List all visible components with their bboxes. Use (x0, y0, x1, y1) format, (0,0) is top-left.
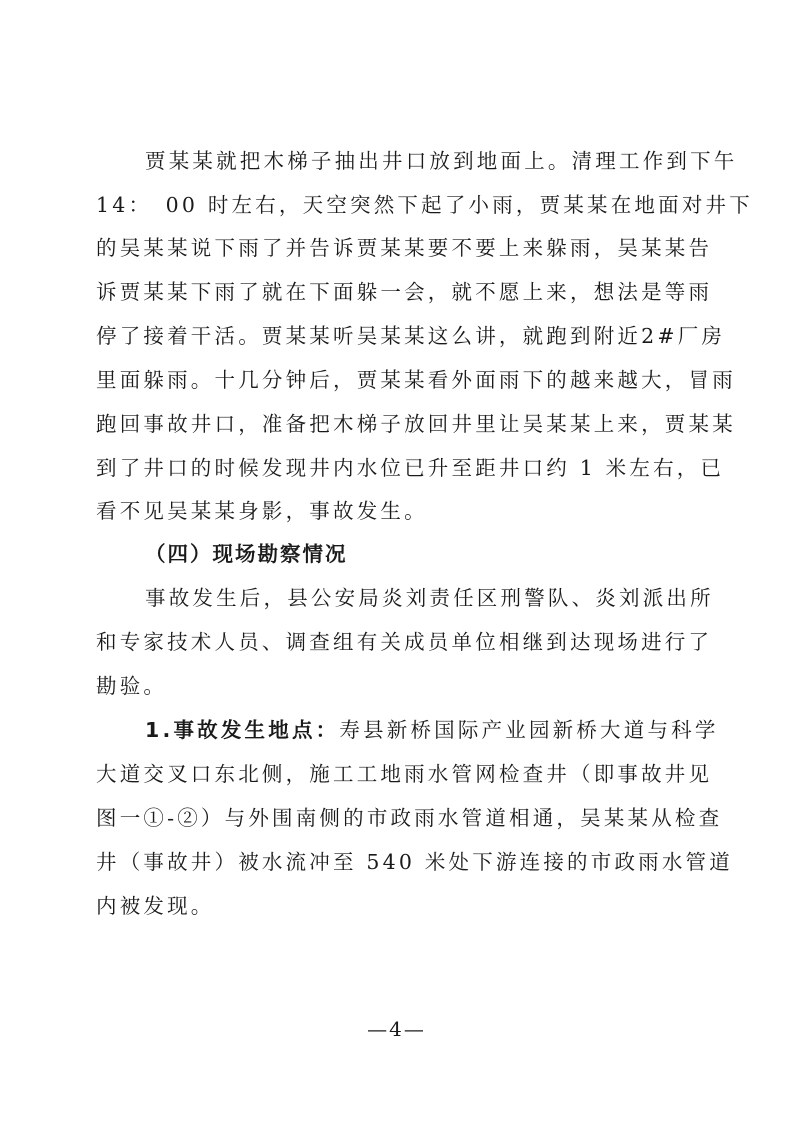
paragraph-line: 内被发现。 (96, 894, 215, 918)
paragraph-line: 勘验。 (96, 674, 168, 698)
paragraph-line (145, 716, 745, 744)
item-text: 寿县新桥国际产业园新桥大道与科学 (339, 718, 719, 742)
paragraph-line: 的吴某某说下雨了并告诉贾某某要不要上来躲雨，吴某某告 (96, 236, 713, 260)
paragraph-line: 看不见吴某某身影，事故发生。 (96, 499, 428, 523)
paragraph-line: 诉贾某某下雨了就在下面躲一会，就不愿上来，想法是等雨 (96, 280, 713, 304)
section-heading: （四）现场勘察情况 (145, 542, 348, 566)
paragraph-line: 大道交叉口东北侧，施工工地雨水管网检查井（即事故井见 (96, 762, 713, 786)
paragraph-line: 事故发生后，县公安局炎刘责任区刑警队、炎刘派出所 (145, 586, 714, 610)
paragraph-line: 里面躲雨。十几分钟后，贾某某看外面雨下的越来越大，冒雨 (96, 368, 736, 392)
paragraph-line: 和专家技术人员、调查组有关成员单位相继到达现场进行了 (96, 630, 713, 654)
paragraph-line: 跑回事故井口，准备把木梯子放回井里让吴某某上来，贾某某 (96, 412, 736, 436)
paragraph-line: 到了井口的时候发现井内水位已升至距井口约 1 米左右，已 (96, 456, 725, 480)
page-number: —4— (367, 1017, 426, 1041)
paragraph-line: 停了接着干活。贾某某听吴某某这么讲，就跑到附近2#厂房 (96, 324, 726, 348)
paragraph-line: 贾某某就把木梯子抽出井口放到地面上。清理工作到下午 (145, 149, 738, 173)
item-lead: 1.事故发生地点： (145, 718, 340, 742)
paragraph-line: 井（事故井）被水流冲至 540 米处下游连接的市政雨水管道 (96, 850, 733, 874)
paragraph-line: 图一①-②）与外围南侧的市政雨水管道相通，吴某某从检查 (96, 806, 723, 830)
paragraph-line: 14： 00 时左右，天空突然下起了小雨，贾某某在地面对井下 (96, 193, 753, 217)
